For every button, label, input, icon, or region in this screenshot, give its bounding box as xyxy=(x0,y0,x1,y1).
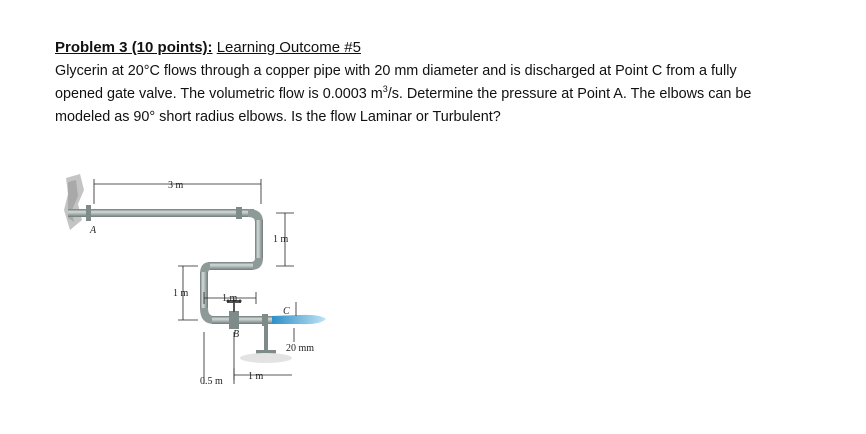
pipe-segment-top xyxy=(68,209,254,217)
label-bottom-1m: 1 m xyxy=(248,371,264,382)
pipe-support xyxy=(240,324,292,363)
label-3m: 3 m xyxy=(168,180,184,191)
problem-statement xyxy=(55,60,845,129)
label-0.5m: 0.5 m xyxy=(200,376,223,387)
pipe-segment-drop-1 xyxy=(255,220,263,260)
coupling-top xyxy=(236,207,242,219)
statement-line-2 xyxy=(55,83,845,106)
statement-line-2-start: opened gate valve. The volumetric flow is 0.0003 m xyxy=(55,86,383,102)
statement-line-3: modeled as 90° short radius elbows. Is the flow Laminar or Turbulent? xyxy=(55,109,501,125)
label-point-b: B xyxy=(233,329,240,340)
problem-title: Problem 3 (10 points): xyxy=(55,39,213,56)
label-point-a: A xyxy=(90,225,97,236)
label-right-1m: 1 m xyxy=(273,234,289,245)
label-point-c: C xyxy=(283,306,290,317)
pipe-segment-drop-2 xyxy=(200,272,208,310)
label-left-1m: 1 m xyxy=(173,288,189,299)
cubic-superscript: 3 xyxy=(382,84,388,95)
pipe-segment-middle xyxy=(208,262,253,270)
label-diameter: 20 mm xyxy=(286,343,315,354)
water-jet xyxy=(272,315,326,324)
label-mid-1m: 1 m xyxy=(222,293,238,304)
elbow-bottom-left xyxy=(200,308,214,324)
statement-line-2-end: /s. Determine the pressure at Point A. The elbows can be xyxy=(387,86,752,102)
statement-line-1: Glycerin at 20°C flows through a copper pipe with 20 mm diameter and is discharged at Point C from a fully xyxy=(55,63,737,79)
problem-heading xyxy=(55,38,361,58)
wall xyxy=(64,174,84,230)
pipe-system-figure xyxy=(58,170,368,402)
learning-outcome: Learning Outcome #5 xyxy=(216,39,361,56)
flange-a xyxy=(86,205,91,221)
